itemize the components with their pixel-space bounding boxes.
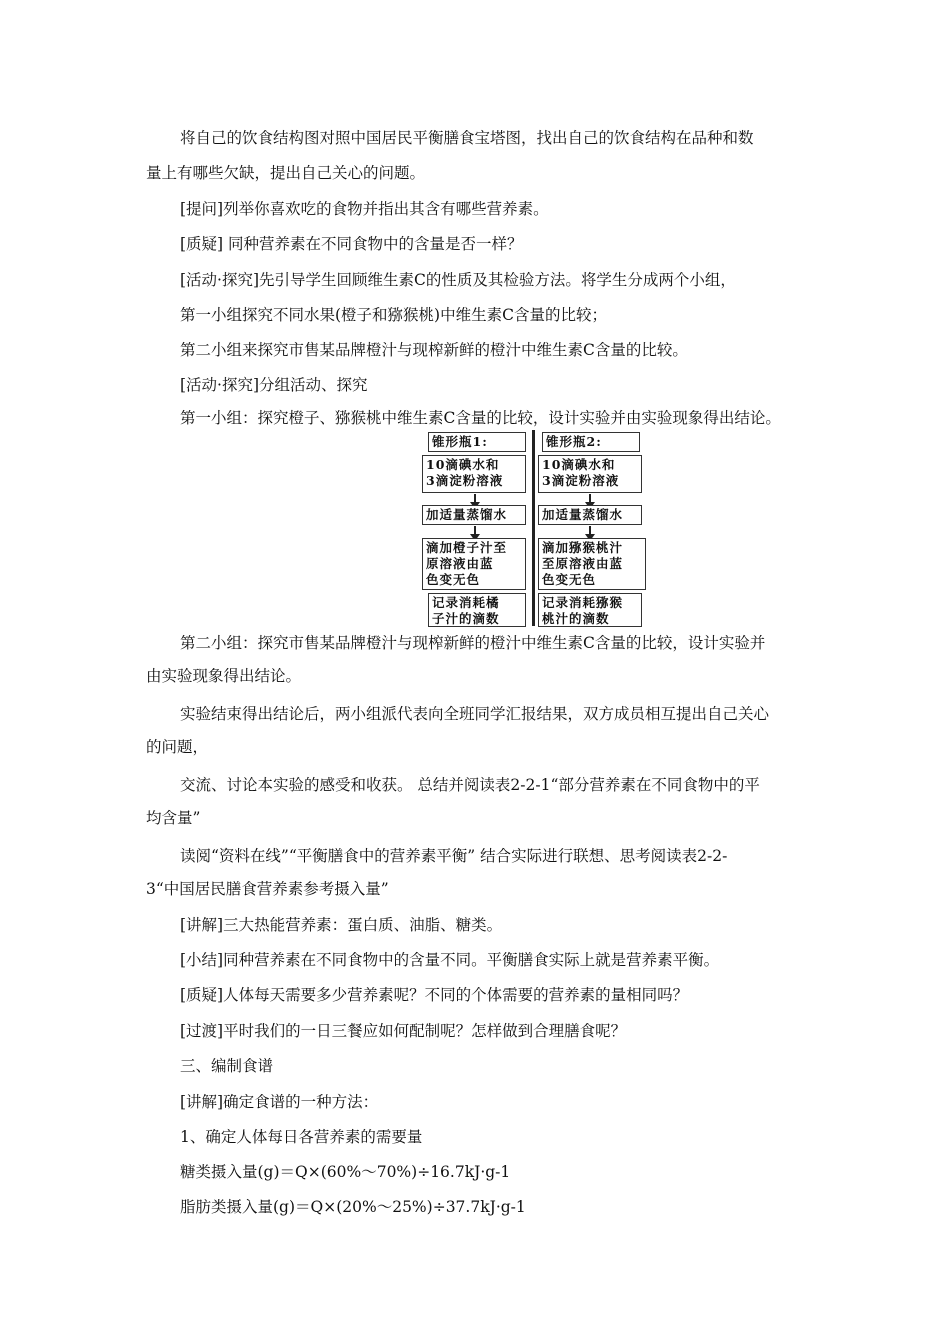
- flask-2-step-2-text: 加适量蒸馏水: [542, 507, 624, 522]
- flask-1-header-text: 锥形瓶1:: [432, 434, 488, 449]
- section-heading: 三、编制食谱: [180, 1057, 274, 1075]
- paragraph-line: 由实验现象得出结论。: [146, 667, 302, 685]
- flask-2-header-text: 锥形瓶2:: [546, 434, 602, 449]
- paragraph-line: 3“中国居民膳食营养素参考摄入量”: [146, 880, 389, 898]
- flask-1-step-4: [428, 593, 526, 627]
- paragraph-line: [提问]列举你喜欢吃的食物并指出其含有哪些营养素。: [180, 200, 549, 218]
- paragraph-line: 均含量”: [146, 809, 201, 827]
- flask-1-step-1-line: 10滴碘水和: [426, 457, 500, 472]
- arrow-down-icon: [474, 526, 476, 535]
- paragraph-line: 第二小组来探究市售某品牌橙汁与现榨新鲜的橙汁中维生素C含量的比较。: [180, 341, 688, 359]
- flask-2-step-3-line: 滴加猕猴桃汁: [542, 540, 624, 555]
- flask-1-header: [428, 432, 526, 452]
- paragraph-line: 实验结束得出结论后，两小组派代表向全班同学汇报结果，双方成员相互提出自己关心: [180, 705, 770, 723]
- flask-2-step-3: [538, 538, 646, 590]
- flask-2-step-1-line: 3滴淀粉溶液: [542, 473, 620, 488]
- paragraph-line: 第一小组：探究橙子、猕猴桃中维生素C含量的比较，设计实验并由实验现象得出结论。: [180, 409, 781, 427]
- paragraph-line: 交流、讨论本实验的感受和收获。 总结并阅读表2-2-1“部分营养素在不同食物中的平: [180, 776, 760, 794]
- paragraph-line: [讲解]确定食谱的一种方法：: [180, 1093, 379, 1111]
- arrow-down-icon: [589, 526, 591, 535]
- arrow-down-icon: [474, 494, 476, 503]
- flask-1-step-3-line: 色变无色: [426, 572, 481, 587]
- paragraph-line: 将自己的饮食结构图对照中国居民平衡膳食宝塔图，找出自己的饮食结构在品种和数: [180, 129, 754, 147]
- paragraph-line: [小结]同种营养素在不同食物中的含量不同。平衡膳食实际上就是营养素平衡。: [180, 951, 720, 969]
- flask-1-step-4-line: 记录消耗橘: [432, 595, 500, 610]
- flask-2-step-3-line: 色变无色: [542, 572, 597, 587]
- flask-1-step-3-line: 原溶液由蓝: [426, 556, 494, 571]
- paragraph-line: 的问题，: [146, 738, 209, 756]
- flask-1-step-2: [422, 505, 526, 525]
- paragraph-line: 量上有哪些欠缺，提出自己关心的问题。: [146, 164, 426, 182]
- paragraph-line: 1、确定人体每日各营养素的需要量: [180, 1128, 423, 1146]
- paragraph-line: 读阅“资料在线”“平衡膳食中的营养素平衡” 结合实际进行联想、思考阅读表2-2-: [180, 847, 728, 865]
- flask-1-step-1-line: 3滴淀粉溶液: [426, 473, 504, 488]
- paragraph-line: [质疑]人体每天需要多少营养素呢？不同的个体需要的营养素的量相同吗？: [180, 986, 689, 1004]
- flask-2-step-3-line: 至原溶液由蓝: [542, 556, 624, 571]
- flask-1-step-1: [422, 455, 526, 493]
- paragraph-line: [过渡]平时我们的一日三餐应如何配制呢？怎样做到合理膳食呢？: [180, 1022, 627, 1040]
- flowchart-divider: [532, 430, 535, 626]
- formula-line: 脂肪类摄入量(g)＝Q×(20%～25%)÷37.7kJ·g-1: [180, 1198, 526, 1216]
- paragraph-line: 第二小组：探究市售某品牌橙汁与现榨新鲜的橙汁中维生素C含量的比较，设计实验并: [180, 634, 766, 652]
- paragraph-line: [讲解]三大热能营养素：蛋白质、油脂、糖类。: [180, 916, 503, 934]
- flask-2-header: [542, 432, 640, 452]
- paragraph-line: [质疑] 同种营养素在不同食物中的含量是否一样？: [180, 235, 523, 253]
- flask-2-step-4-line: 桃汁的滴数: [542, 611, 610, 626]
- flask-2-step-2: [538, 505, 642, 525]
- paragraph-line: [活动·探究]先引导学生回顾维生素C的性质及其检验方法。将学生分成两个小组，: [180, 271, 736, 289]
- paragraph-line: [活动·探究]分组活动、探究: [180, 376, 368, 394]
- flask-2-step-1-line: 10滴碘水和: [542, 457, 616, 472]
- flask-2-step-4: [538, 593, 642, 627]
- formula-line: 糖类摄入量(g)＝Q×(60%～70%)÷16.7kJ·g-1: [180, 1163, 511, 1181]
- flask-2-step-1: [538, 455, 642, 493]
- arrow-down-icon: [589, 494, 591, 503]
- flask-2-step-4-line: 记录消耗猕猴: [542, 595, 624, 610]
- flask-1-step-2-text: 加适量蒸馏水: [426, 507, 508, 522]
- flask-1-step-4-line: 子汁的滴数: [432, 611, 500, 626]
- flask-1-step-3-line: 滴加橙子汁至: [426, 540, 508, 555]
- flask-1-step-3: [422, 538, 526, 590]
- paragraph-line: 第一小组探究不同水果(橙子和猕猴桃)中维生素C含量的比较；: [180, 306, 607, 324]
